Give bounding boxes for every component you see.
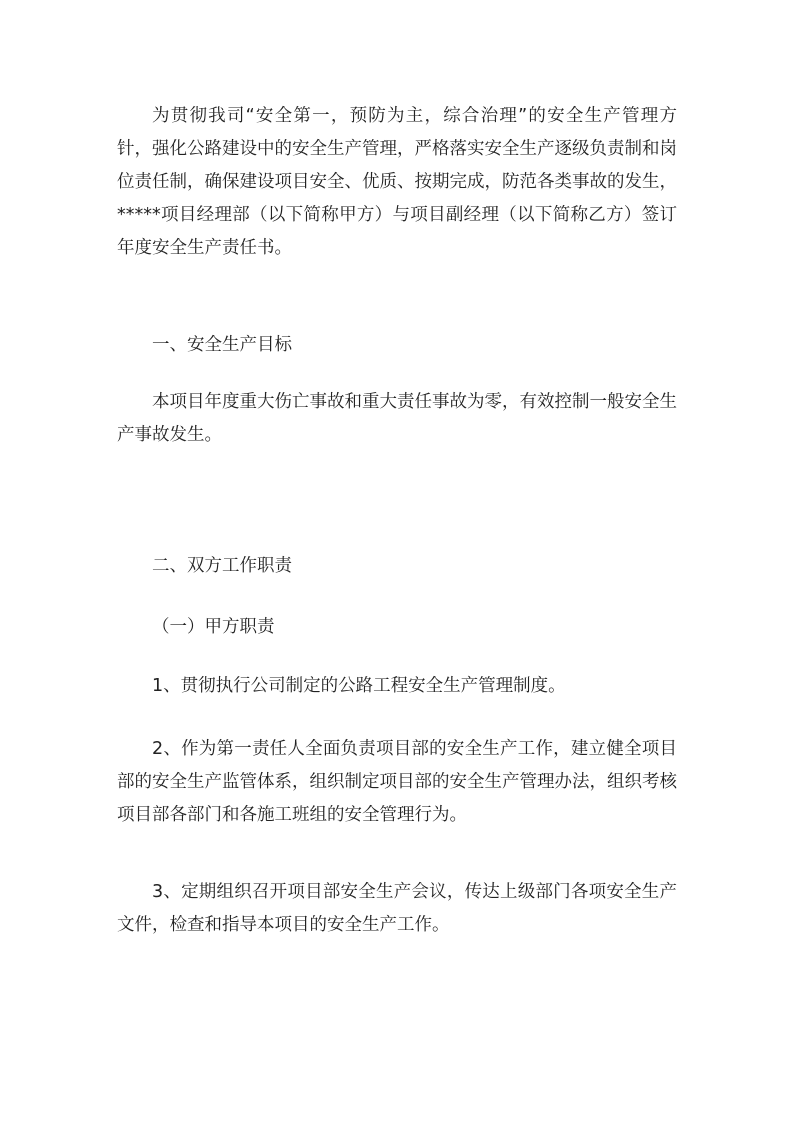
section1-heading: 一、安全生产目标 xyxy=(152,335,292,355)
subsection1-heading: （一）甲方职责 xyxy=(152,617,275,637)
section2-heading: 二、双方工作职责 xyxy=(152,556,292,576)
list-item: 1、贯彻执行公司制定的公路工程安全生产管理制度。 xyxy=(152,676,566,696)
list-item: 3、定期组织召开项目部安全生产会议，传达上级部门各项安全生产文件，检查和指导本项目的安全生产工作。 xyxy=(117,882,677,935)
intro-paragraph: 为贯彻我司“安全第一，预防为主，综合治理”的安全生产管理方针，强化公路建设中的安全生产管理，严格落实安全生产逐级负责制和岗位责任制，确保建设项目安全、优质、按期完成，防范各类事故的发生，*****项目经理部（以下简称甲方）与项目副经理（以下简称乙方）签订年度安全生产责任书。 xyxy=(117,106,677,258)
list-item: 2、作为第一责任人全面负责项目部的安全生产工作，建立健全项目部的安全生产监管体系，组织制定项目部的安全生产管理办法，组织考核项目部各部门和各施工班组的安全管理行为。 xyxy=(117,739,677,825)
section1-paragraph: 本项目年度重大伤亡事故和重大责任事故为零，有效控制一般安全生产事故发生。 xyxy=(117,392,677,445)
